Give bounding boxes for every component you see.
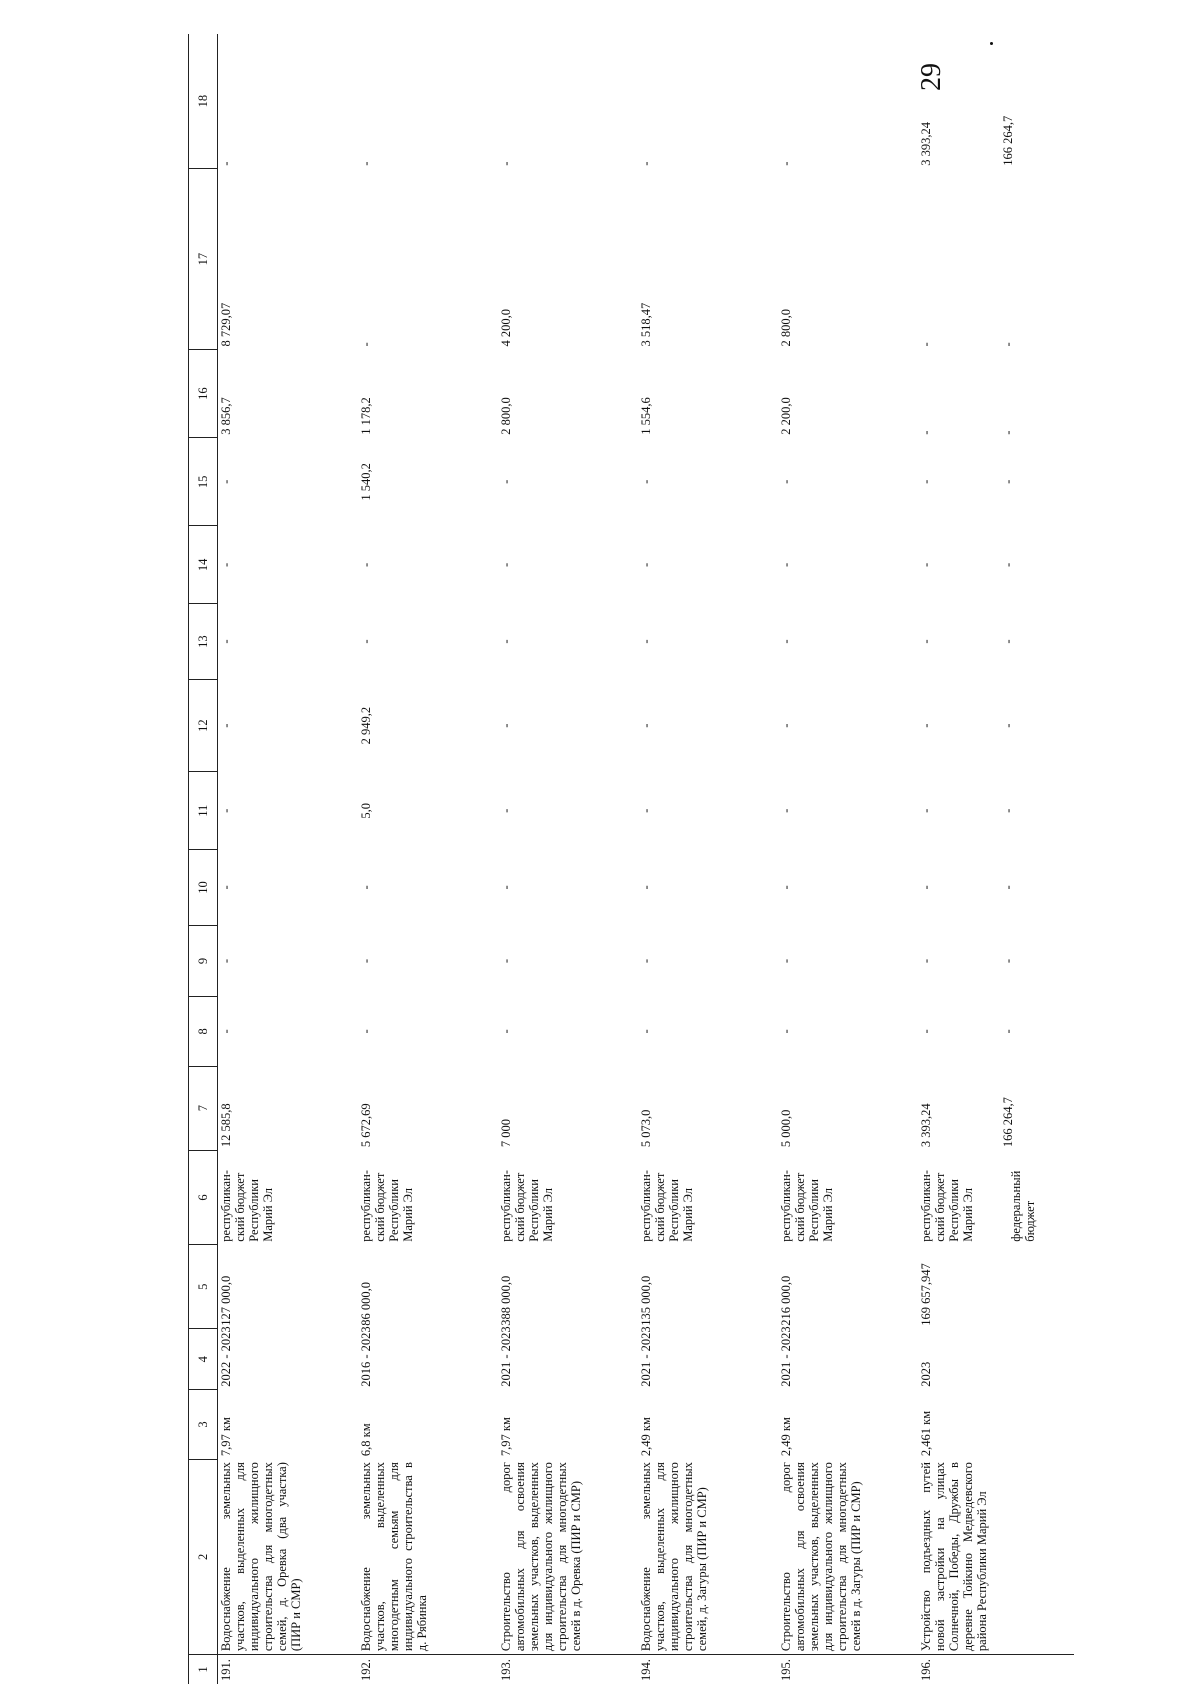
object-name-cell: Строительство дорог автомобильных для освоения земельных участков, выделенных для индивидуального жилищного строительства для многодетных семей в д. Загуры (ПИР и СМР) <box>778 1462 863 1652</box>
value-cell <box>498 169 638 350</box>
value: - <box>778 723 793 728</box>
cost-cell: 86 000,0 <box>358 1282 373 1326</box>
value-cell <box>358 438 498 526</box>
value: - <box>918 479 933 484</box>
value: - <box>918 562 933 567</box>
value-cell <box>218 679 358 771</box>
value: - <box>1000 958 1015 964</box>
value: - <box>1000 885 1015 890</box>
length-cell: 6,8 км <box>358 1423 373 1457</box>
value: 2 800,0 <box>778 308 793 347</box>
value-cell <box>498 526 638 604</box>
col-header: 15 <box>189 438 218 526</box>
value-cell <box>218 34 358 169</box>
value: - <box>778 562 793 567</box>
value-cell <box>358 169 498 350</box>
value-cell <box>918 679 1074 771</box>
value: - <box>358 639 373 644</box>
value: - <box>638 639 653 644</box>
value-cell <box>358 1066 498 1150</box>
value: - <box>918 342 933 347</box>
cost-cell: 216 000,0 <box>778 1275 793 1326</box>
value-cell <box>498 925 638 996</box>
object-name-cell: Водоснабжение земельных участков, выделенных многодетным семьям для индивидуального строительства в д. Рябинка <box>358 1462 429 1652</box>
value-cell <box>638 679 778 771</box>
value: - <box>778 639 793 644</box>
funding-source: федеральный бюджет <box>1008 1170 1037 1242</box>
value: 2 949,2 <box>358 706 373 745</box>
value: - <box>778 161 793 166</box>
row-number-cell: 191. <box>218 1655 358 1684</box>
col-header: 12 <box>189 679 218 771</box>
value: 4 200,0 <box>498 308 513 347</box>
value: - <box>498 885 513 890</box>
value: 1 540,2 <box>358 463 373 501</box>
value-cell <box>498 772 638 850</box>
col-header: 16 <box>189 349 218 437</box>
value: - <box>498 958 513 964</box>
value: - <box>778 885 793 890</box>
value-cell <box>218 526 358 604</box>
table-row <box>358 34 498 1684</box>
col-header: 11 <box>189 772 218 850</box>
value-cell <box>358 772 498 850</box>
table-row <box>918 34 1074 1684</box>
col-header: 8 <box>189 997 218 1066</box>
value: - <box>1000 639 1015 644</box>
col-header: 7 <box>189 1066 218 1150</box>
value-cell <box>358 850 498 926</box>
col-header: 4 <box>189 1329 218 1390</box>
value: 12 585,8 <box>219 1103 233 1148</box>
value: - <box>498 808 513 813</box>
value: - <box>1000 1029 1015 1034</box>
value: - <box>358 1029 373 1034</box>
value-cell <box>918 850 1074 926</box>
value-cell <box>918 925 1074 996</box>
funding-source: республикан- ский бюджет Республики Марий Эл <box>778 1170 835 1242</box>
value-cell <box>358 349 498 437</box>
value: - <box>638 885 653 890</box>
value-cell <box>498 850 638 926</box>
funding-source-cell <box>638 1150 778 1245</box>
object-name-cell: Устройство подъездных путей новой застройки на улицах Солнечной, Победы, Дружбы в деревне Тойкино Медведевского района Республики Марий Эл <box>918 1462 989 1652</box>
value-cell <box>918 772 1074 850</box>
value: - <box>358 885 373 890</box>
value: 3 393,24 <box>918 121 933 166</box>
value-cell <box>638 349 778 437</box>
length-cell: 2,49 км <box>638 1417 653 1457</box>
value: 1 554,6 <box>638 397 653 435</box>
cost-cell: 388 000,0 <box>498 1275 513 1326</box>
value-cell <box>638 1066 778 1150</box>
value-cell <box>498 349 638 437</box>
value: - <box>1000 479 1015 484</box>
value: - <box>219 808 233 813</box>
value: - <box>498 479 513 484</box>
value-cell <box>498 679 638 771</box>
value: 5 672,69 <box>358 1103 373 1148</box>
funding-source-cell <box>218 1150 358 1245</box>
value-cell <box>638 169 778 350</box>
length-cell: 2,49 км <box>778 1417 793 1457</box>
col-header: 18 <box>189 34 218 169</box>
value: 166 264,7 <box>1000 1097 1015 1148</box>
years-cell: 2016 - 2023 <box>358 1326 373 1387</box>
value: - <box>918 958 933 964</box>
value-cell <box>218 438 358 526</box>
col-header: 13 <box>189 604 218 680</box>
col-header: 1 <box>196 1666 210 1673</box>
funding-source: республикан- ский бюджет Республики Марий Эл <box>219 1170 275 1242</box>
value: - <box>638 479 653 484</box>
value: - <box>638 562 653 567</box>
value: 7 000 <box>498 1119 513 1148</box>
value: - <box>219 562 233 567</box>
col-header: 6 <box>189 1150 218 1245</box>
value: - <box>918 885 933 890</box>
cost-cell: 127 000,0 <box>219 1275 233 1326</box>
object-name-cell: Строительство дорог автомобильных для освоения земельных участков, выделенных для индивидуального жилищного строительства для многодетных семей в д. Оревка (ПИР и СМР) <box>498 1462 583 1652</box>
table-row <box>638 34 778 1684</box>
object-name-cell: Водоснабжение земельных участков, выделенных для индивидуального жилищного строительства для многодетных семей, д. Загуры (ПИР и СМР) <box>638 1462 709 1652</box>
value-cell <box>218 772 358 850</box>
value-cell <box>218 1066 358 1150</box>
value: - <box>1000 342 1015 347</box>
value-cell <box>638 850 778 926</box>
value-cell <box>778 604 918 680</box>
value-cell <box>218 997 358 1066</box>
value-cell <box>498 34 638 169</box>
value-cell <box>778 925 918 996</box>
value: - <box>778 958 793 964</box>
value-cell <box>778 169 918 350</box>
value-cell <box>218 604 358 680</box>
value: - <box>358 562 373 567</box>
col-header: 2 <box>189 1459 218 1654</box>
value-cell <box>918 438 1074 526</box>
value: - <box>498 723 513 728</box>
value-cell <box>918 604 1074 680</box>
value: - <box>358 161 373 166</box>
funding-source-cell <box>358 1150 498 1245</box>
col-header: 9 <box>189 925 218 996</box>
value: - <box>219 723 233 728</box>
row-number-cell: 196. <box>918 1655 1074 1684</box>
value: - <box>219 958 233 964</box>
cost-cell: 135 000,0 <box>638 1275 653 1326</box>
row-number-cell: 193. <box>498 1655 638 1684</box>
col-header: 17 <box>189 169 218 350</box>
value-cell <box>358 604 498 680</box>
funding-source-cell <box>778 1150 918 1245</box>
page-number: 29 <box>916 63 947 91</box>
value-cell <box>358 526 498 604</box>
row-number-cell: 194. <box>638 1655 778 1684</box>
value-cell <box>778 679 918 771</box>
value-cell <box>218 169 358 350</box>
value-cell <box>778 997 918 1066</box>
value: - <box>219 479 233 484</box>
length-cell: 2,461 км <box>918 1410 933 1457</box>
value: 166 264,7 <box>1000 115 1015 166</box>
funding-source: республикан- ский бюджет Республики Марий Эл <box>638 1170 695 1242</box>
value: - <box>498 562 513 567</box>
value: - <box>219 161 233 166</box>
length-cell: 7,97 км <box>498 1417 513 1457</box>
length-cell: 7,97 км <box>219 1417 233 1457</box>
value: - <box>1000 562 1015 567</box>
value: - <box>778 1029 793 1034</box>
table-row <box>498 34 638 1684</box>
header-row <box>189 34 218 1684</box>
value-cell <box>778 1066 918 1150</box>
value: - <box>918 808 933 813</box>
value-cell <box>918 997 1074 1066</box>
value: - <box>638 1029 653 1034</box>
col-header: 3 <box>189 1390 218 1459</box>
value-cell <box>778 349 918 437</box>
rotated-table-container <box>188 34 1037 1684</box>
value-cell <box>358 925 498 996</box>
value: - <box>219 639 233 644</box>
value: 1 178,2 <box>358 397 373 435</box>
value-cell <box>638 997 778 1066</box>
value: 2 800,0 <box>498 397 513 435</box>
value: - <box>918 430 933 435</box>
value-cell <box>638 34 778 169</box>
table-row <box>218 34 358 1684</box>
value: - <box>638 808 653 813</box>
value: - <box>219 885 233 890</box>
funding-source: республикан- ский бюджет Республики Марий Эл <box>498 1170 555 1242</box>
col-header: 10 <box>189 850 218 926</box>
value-cell <box>778 772 918 850</box>
value-cell <box>358 679 498 771</box>
value-cell <box>918 526 1074 604</box>
value: - <box>918 723 933 728</box>
years-cell: 2022 - 2023 <box>219 1326 233 1387</box>
value: 5,0 <box>358 802 373 819</box>
value: - <box>778 808 793 813</box>
value-cell <box>498 438 638 526</box>
years-cell: 2021 - 2023 <box>498 1326 513 1387</box>
value-cell <box>218 349 358 437</box>
value: - <box>918 639 933 644</box>
value: 5 000,0 <box>778 1109 793 1148</box>
value: - <box>219 1029 233 1034</box>
value: - <box>1000 430 1015 435</box>
value-cell <box>218 925 358 996</box>
value-cell <box>218 850 358 926</box>
funding-source-cell <box>918 1150 1074 1245</box>
funding-source: республикан- ский бюджет Республики Марий Эл <box>358 1170 415 1242</box>
funding-source: республикан- ский бюджет Республики Марий Эл <box>918 1170 975 1242</box>
value: 5 073,0 <box>638 1109 653 1148</box>
years-cell: 2021 - 2023 <box>638 1326 653 1387</box>
value-cell <box>918 169 1074 350</box>
value: - <box>638 161 653 166</box>
value: - <box>778 479 793 484</box>
cost-cell: 169 657,947 <box>918 1263 933 1326</box>
value: - <box>498 1029 513 1034</box>
object-name-cell: Водоснабжение земельных участков, выделенных для индивидуального жилищного строительства для многодетных семей, д. Оревка (два участка) (ПИР и СМР) <box>219 1462 303 1652</box>
years-cell: 2023 <box>918 1361 933 1387</box>
row-number-cell: 192. <box>358 1655 498 1684</box>
value-cell <box>918 349 1074 437</box>
value-cell <box>778 526 918 604</box>
value: - <box>1000 808 1015 813</box>
value: - <box>498 161 513 166</box>
value-cell <box>498 997 638 1066</box>
value-cell <box>358 997 498 1066</box>
budget-table <box>188 34 1074 1684</box>
value-cell <box>638 772 778 850</box>
value-cell <box>778 850 918 926</box>
value: 3 393,24 <box>918 1103 933 1148</box>
value-cell <box>918 1066 1074 1150</box>
value: - <box>1000 723 1015 728</box>
value: 2 200,0 <box>778 397 793 435</box>
value-cell <box>638 438 778 526</box>
table-body <box>218 34 1074 1684</box>
table-row <box>778 34 918 1684</box>
value-cell <box>638 925 778 996</box>
value: - <box>358 958 373 964</box>
value-cell <box>498 604 638 680</box>
col-header: 14 <box>189 526 218 604</box>
value: - <box>918 1029 933 1034</box>
value-cell <box>918 34 1074 169</box>
value: 3 518,47 <box>638 302 653 347</box>
value: 3 856,7 <box>219 397 233 435</box>
value: - <box>498 639 513 644</box>
value: - <box>638 723 653 728</box>
value-cell <box>498 1066 638 1150</box>
funding-source-cell <box>498 1150 638 1245</box>
row-number-cell: 195. <box>778 1655 918 1684</box>
years-cell: 2021 - 2023 <box>778 1326 793 1387</box>
value-cell <box>638 604 778 680</box>
value: 8 729,07 <box>219 302 233 347</box>
value: - <box>358 342 373 347</box>
value-cell <box>778 438 918 526</box>
col-header: 5 <box>189 1245 218 1329</box>
value-cell <box>358 34 498 169</box>
value-cell <box>638 526 778 604</box>
value-cell <box>778 34 918 169</box>
value: - <box>638 958 653 964</box>
